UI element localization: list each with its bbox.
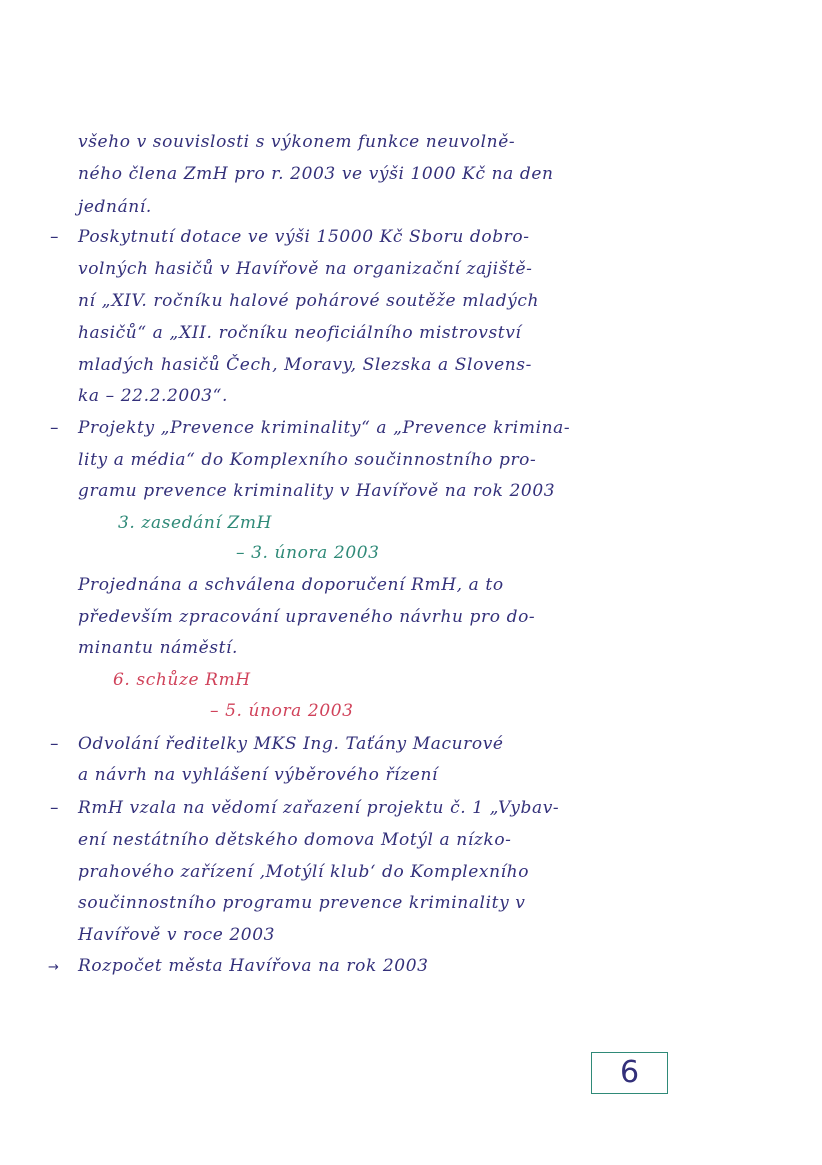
text-line-17: minantu náměstí. (78, 638, 239, 658)
text-line-2: ného člena ZmH pro r. 2003 ve výši 1000 Kč na den (78, 164, 554, 184)
text-line-21: a návrh na vyhlášení výběrového řízení (78, 765, 439, 785)
text-line-12: gramu prevence kriminality v Havířově na rok 2003 (78, 481, 556, 501)
text-line-16: především zpracování upraveného návrhu pro do- (78, 607, 536, 627)
text-line-7: hasičů“ a „XII. ročníku neoficiálního mistrovství (78, 323, 522, 343)
section-heading-schuze: 6. schůze RmH (113, 670, 251, 690)
text-line-6: ní „XIV. ročníku halové pohárové soutěže mladých (78, 291, 540, 311)
text-line-23: ení nestátního dětského domova Motýl a nízko- (78, 830, 512, 850)
text-line-4: Poskytnutí dotace ve výši 15000 Kč Sboru dobro- (78, 227, 530, 247)
page-number: 6 (619, 1055, 640, 1090)
text-line-20: Odvolání ředitelky MKS Ing. Taťány Macurové (78, 734, 504, 754)
section-date-zasedani: – 3. února 2003 (236, 543, 380, 563)
page-number-box (591, 1052, 668, 1094)
text-line-1: všeho v souvislosti s výkonem funkce neuvolně- (78, 132, 516, 152)
bullet-dash: – (50, 798, 59, 818)
bullet-dash: – (50, 418, 59, 438)
text-line-11: lity a média“ do Komplexního součinnostního pro- (78, 450, 537, 470)
arrow-icon: → (48, 960, 59, 975)
bullet-dash: – (50, 227, 59, 247)
text-line-24: prahového zařízení ‚Motýlí klub‘ do Komplexního (78, 862, 530, 882)
text-line-10: Projekty „Prevence kriminality“ a „Prevence krimina- (78, 418, 571, 438)
text-line-5: volných hasičů v Havířově na organizační zajiště- (78, 259, 533, 279)
text-line-8: mladých hasičů Čech, Moravy, Slezska a Slovens- (78, 355, 532, 375)
text-line-9: ka – 22.2.2003“. (78, 386, 228, 406)
text-line-3: jednání. (78, 197, 152, 217)
text-line-26: Havířově v roce 2003 (78, 925, 276, 945)
section-date-schuze: – 5. února 2003 (210, 701, 354, 721)
text-line-22: RmH vzala na vědomí zařazení projektu č. 1 „Vybav- (78, 798, 560, 818)
text-line-27: Rozpočet města Havířova na rok 2003 (78, 956, 429, 976)
bullet-dash: – (50, 734, 59, 754)
text-line-25: součinnostního programu prevence kriminality v (78, 893, 526, 913)
section-heading-zasedani: 3. zasedání ZmH (118, 513, 273, 533)
text-line-15: Projednána a schválena doporučení RmH, a to (78, 575, 504, 595)
